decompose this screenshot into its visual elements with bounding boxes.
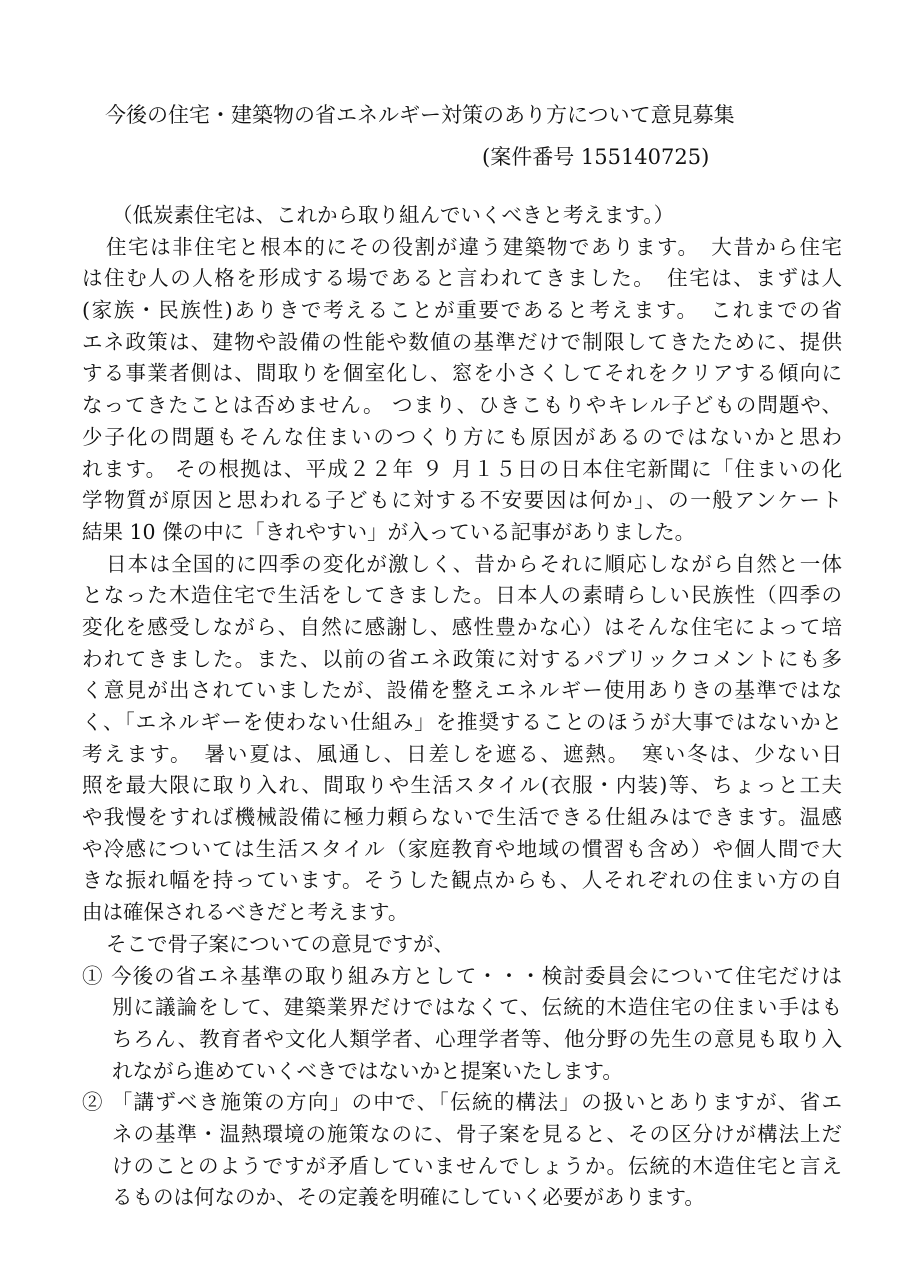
- case-number: (案件番号 155140725): [482, 145, 710, 169]
- text-line: や我慢をすれば機械設備に極力頼らないで生活できる仕組みはできます。温感: [82, 805, 842, 830]
- text-line: きな振れ幅を持っています。そうした観点からも、人それぞれの住まい方の自: [82, 868, 842, 893]
- text-line: (家族・民族性)ありきで考えることが重要であると考えます。 これまでの省: [82, 298, 842, 323]
- document-title: 今後の住宅・建築物の省エネルギー対策のあり方について意見募集: [105, 103, 735, 127]
- text-line: ちろん、教育者や文化人類学者、心理学者等、他分野の先生の意見も取り入: [112, 1026, 842, 1051]
- text-line: るものは何なのか、その定義を明確にしていく必要があります。: [112, 1185, 705, 1210]
- text-line: 由は確保されるべきだと考えます。: [82, 900, 409, 925]
- text-line: れます。 その根拠は、平成２２年 ９ 月１５日の日本住宅新聞に「住まいの化: [82, 456, 842, 481]
- text-line: や冷感については生活スタイル（家庭教育や地域の慣習も含め）や個人間で大: [82, 836, 842, 861]
- text-line: 別に議論をして、建築業界だけではなくて、伝統的木造住宅の住まい手はも: [112, 995, 842, 1020]
- document-body: [82, 200, 842, 1214]
- text-line: く、「エネルギーを使わない仕組み」を推奨することのほうが大事ではないかと: [82, 710, 842, 734]
- text-line: 結果 10 傑の中に「きれやすい」が入っている記事がありました。: [82, 519, 696, 544]
- text-line: ① 今後の省エネ基準の取り組み方として・・・検討委員会について住宅だけは: [82, 963, 842, 988]
- text-line: そこで骨子案についての意見ですが、: [106, 931, 455, 956]
- text-line: れながら進めていくべきではないかと提案いたします。: [112, 1058, 623, 1083]
- text-line: 住宅は非住宅と根本的にその役割が違う建築物であります。 大昔から住宅: [106, 234, 842, 259]
- text-line: 日本は全国的に四季の変化が激しく、昔からそれに順応しながら自然と一体: [106, 551, 842, 576]
- text-line: 考えます。 暑い夏は、風通し、日差しを遮る、遮熱。 寒い冬は、少ない日: [82, 741, 842, 766]
- text-line: けのことのようですが矛盾していませんでしょうか。伝統的木造住宅と言え: [112, 1153, 842, 1178]
- text-line: 変化を感受しながら、自然に感謝し、感性豊かな心）はそんな住宅によって培: [82, 614, 842, 639]
- text-line: （低炭素住宅は、これから取り組んでいくべきと考えます。）: [112, 203, 675, 227]
- text-line: する事業者側は、間取りを個室化し、窓を小さくしてそれをクリアする傾向に: [82, 361, 842, 386]
- text-line: ② 「講ずべき施策の方向」の中で、「伝統的構法」の扱いとありますが、省エ: [82, 1090, 842, 1115]
- text-line: われてきました。また、以前の省エネ政策に対するパブリックコメントにも多: [82, 646, 842, 671]
- text-line: なってきたことは否めません。 つまり、ひきこもりやキレル子どもの問題や、: [82, 393, 842, 418]
- text-line: 少子化の問題もそんな住まいのつくり方にも原因があるのではないかと思わ: [82, 424, 842, 449]
- text-line: ネの基準・温熱環境の施策なのに、骨子案を見ると、その区分けが構法上だ: [112, 1121, 842, 1146]
- text-line: エネ政策は、建物や設備の性能や数値の基準だけで制限してきたために、提供: [82, 329, 842, 354]
- text-line: く意見が出されていましたが、設備を整えエネルギー使用ありきの基準ではな: [82, 678, 842, 703]
- text-line: 照を最大限に取り入れ、間取りや生活スタイル(衣服・内装)等、ちょっと工夫: [82, 773, 842, 798]
- text-line: 学物質が原因と思われる子どもに対する不安要因は何か」、の一般アンケート: [82, 488, 842, 513]
- text-line: となった木造住宅で生活をしてきました。日本人の素晴らしい民族性（四季の: [82, 583, 842, 608]
- text-line: は住む人の人格を形成する場であると言われてきました。 住宅は、まずは人: [82, 266, 842, 291]
